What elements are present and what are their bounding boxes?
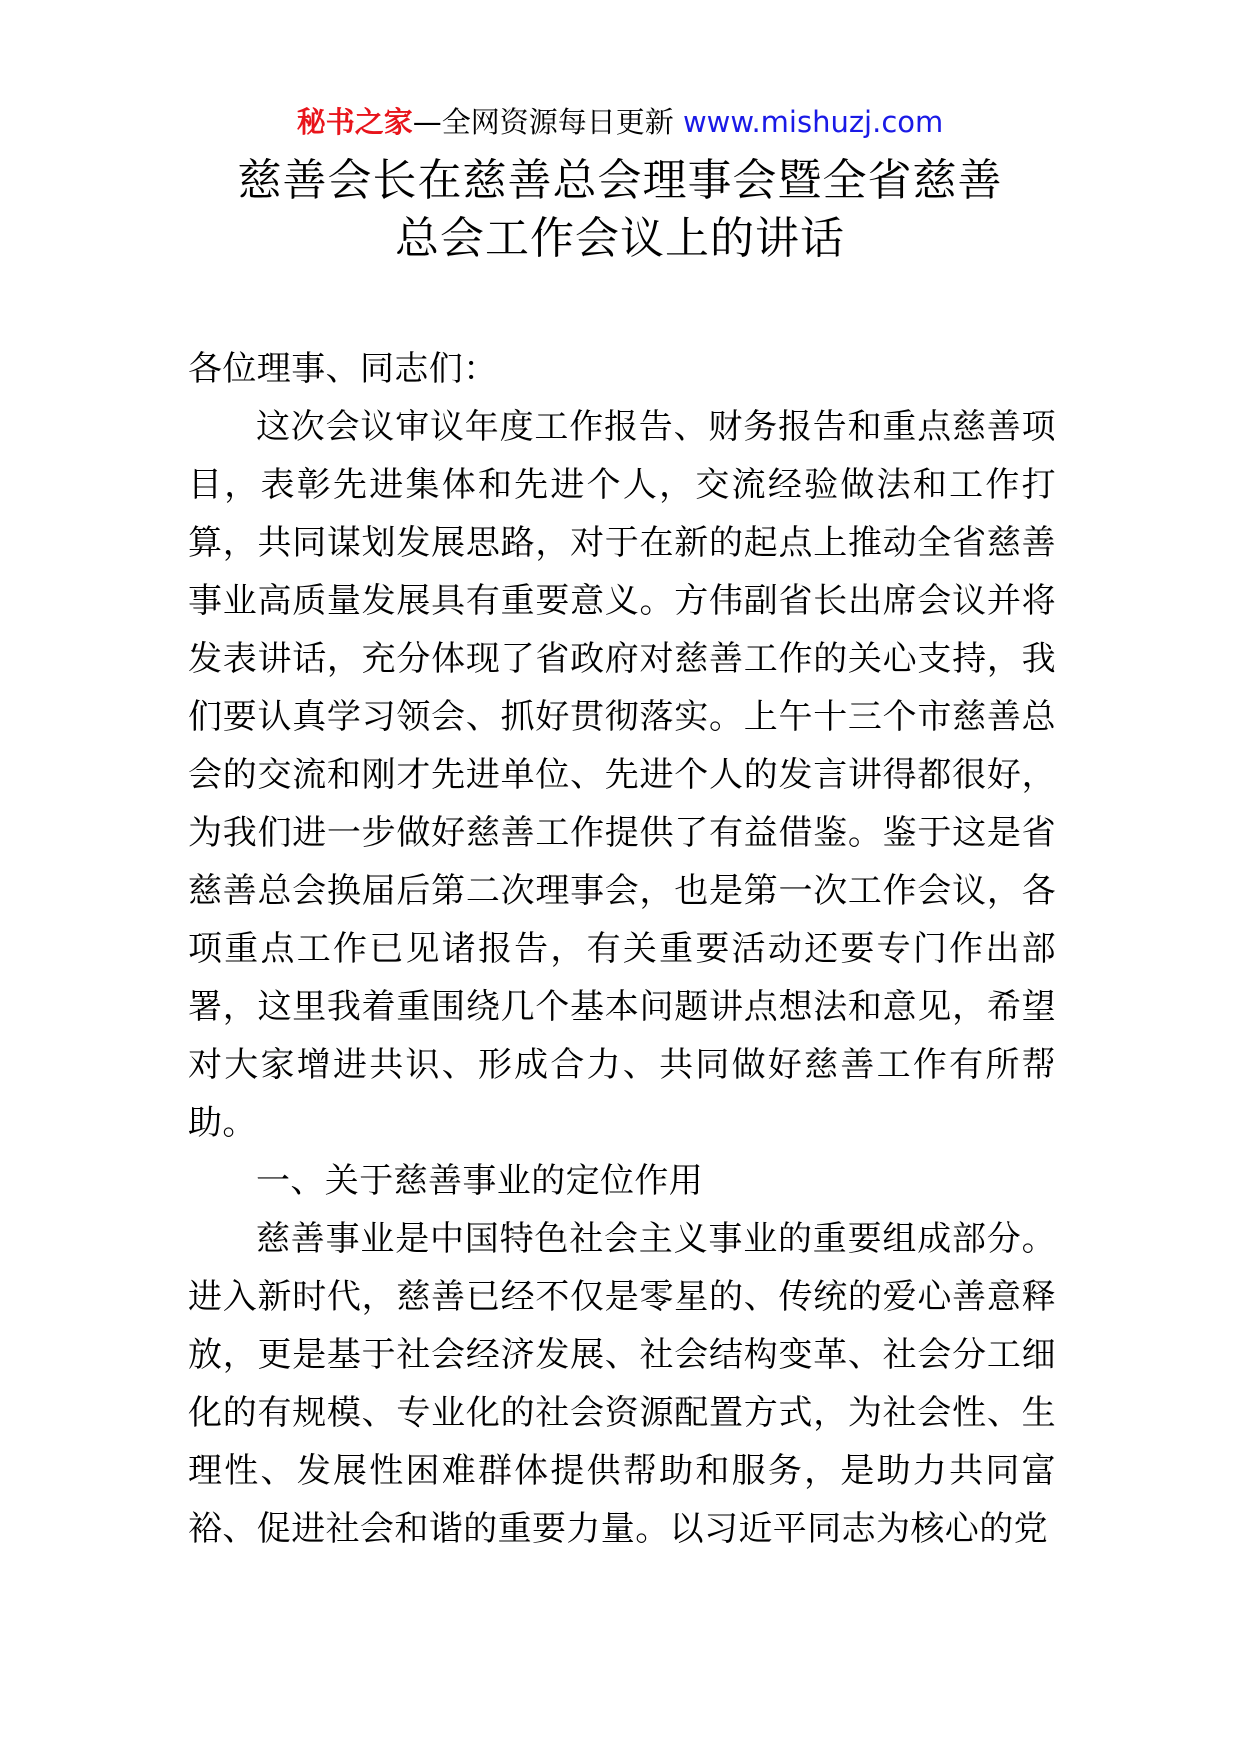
section-heading-1: 一、关于慈善事业的定位作用 — [256, 1161, 704, 1201]
site-brand: 秘书之家 — [296, 105, 413, 139]
paragraph-1: 这次会议审议年度工作报告、财务报告和重点慈善项目，表彰先进集体和先进个人，交流经验做法和工作打算，共同谋划发展思路，对于在新的起点上推动全省慈善事业高质量发展具有重要意义。方伟副省长出席会议并将发表讲话，充分体现了省政府对慈善工作的关心支持，我们要认真学习领会、抓好贯彻落实。上午十三个市慈善总会的交流和刚才先进单位、先进个人的发言讲得都很好，为我们进一步做好慈善工作提供了有益借鉴。鉴于这是省慈善总会换届后第二次理事会，也是第一次工作会议，各项重点工作已见诸报告，有关重要活动还要专门作出部署，这里我着重围绕几个基本问题讲点想法和意见，希望对大家增进共识、形成合力、共同做好慈善工作有所帮助。 — [188, 407, 1056, 1143]
title-line-1: 慈善会长在慈善总会理事会暨全省慈善 — [237, 155, 1003, 206]
title-line-2: 总会工作会议上的讲话 — [395, 213, 845, 264]
document-title — [0, 152, 1240, 268]
site-tagline: —全网资源每日更新 — [412, 105, 674, 139]
paragraph-2: 慈善事业是中国特色社会主义事业的重要组成部分。进入新时代，慈善已经不仅是零星的、传统的爱心善意释放，更是基于社会经济发展、社会结构变革、社会分工细化的有规模、专业化的社会资源配置方式，为社会性、生理性、发展性困难群体提供帮助和服务，是助力共同富裕、促进社会和谐的重要力量。以习近平同志为核心的党 — [188, 1219, 1056, 1549]
site-header — [0, 102, 1240, 142]
document-body — [188, 340, 1056, 1558]
salutation: 各位理事、同志们： — [188, 349, 498, 389]
site-url-link[interactable]: www.mishuzj.com — [682, 105, 944, 139]
